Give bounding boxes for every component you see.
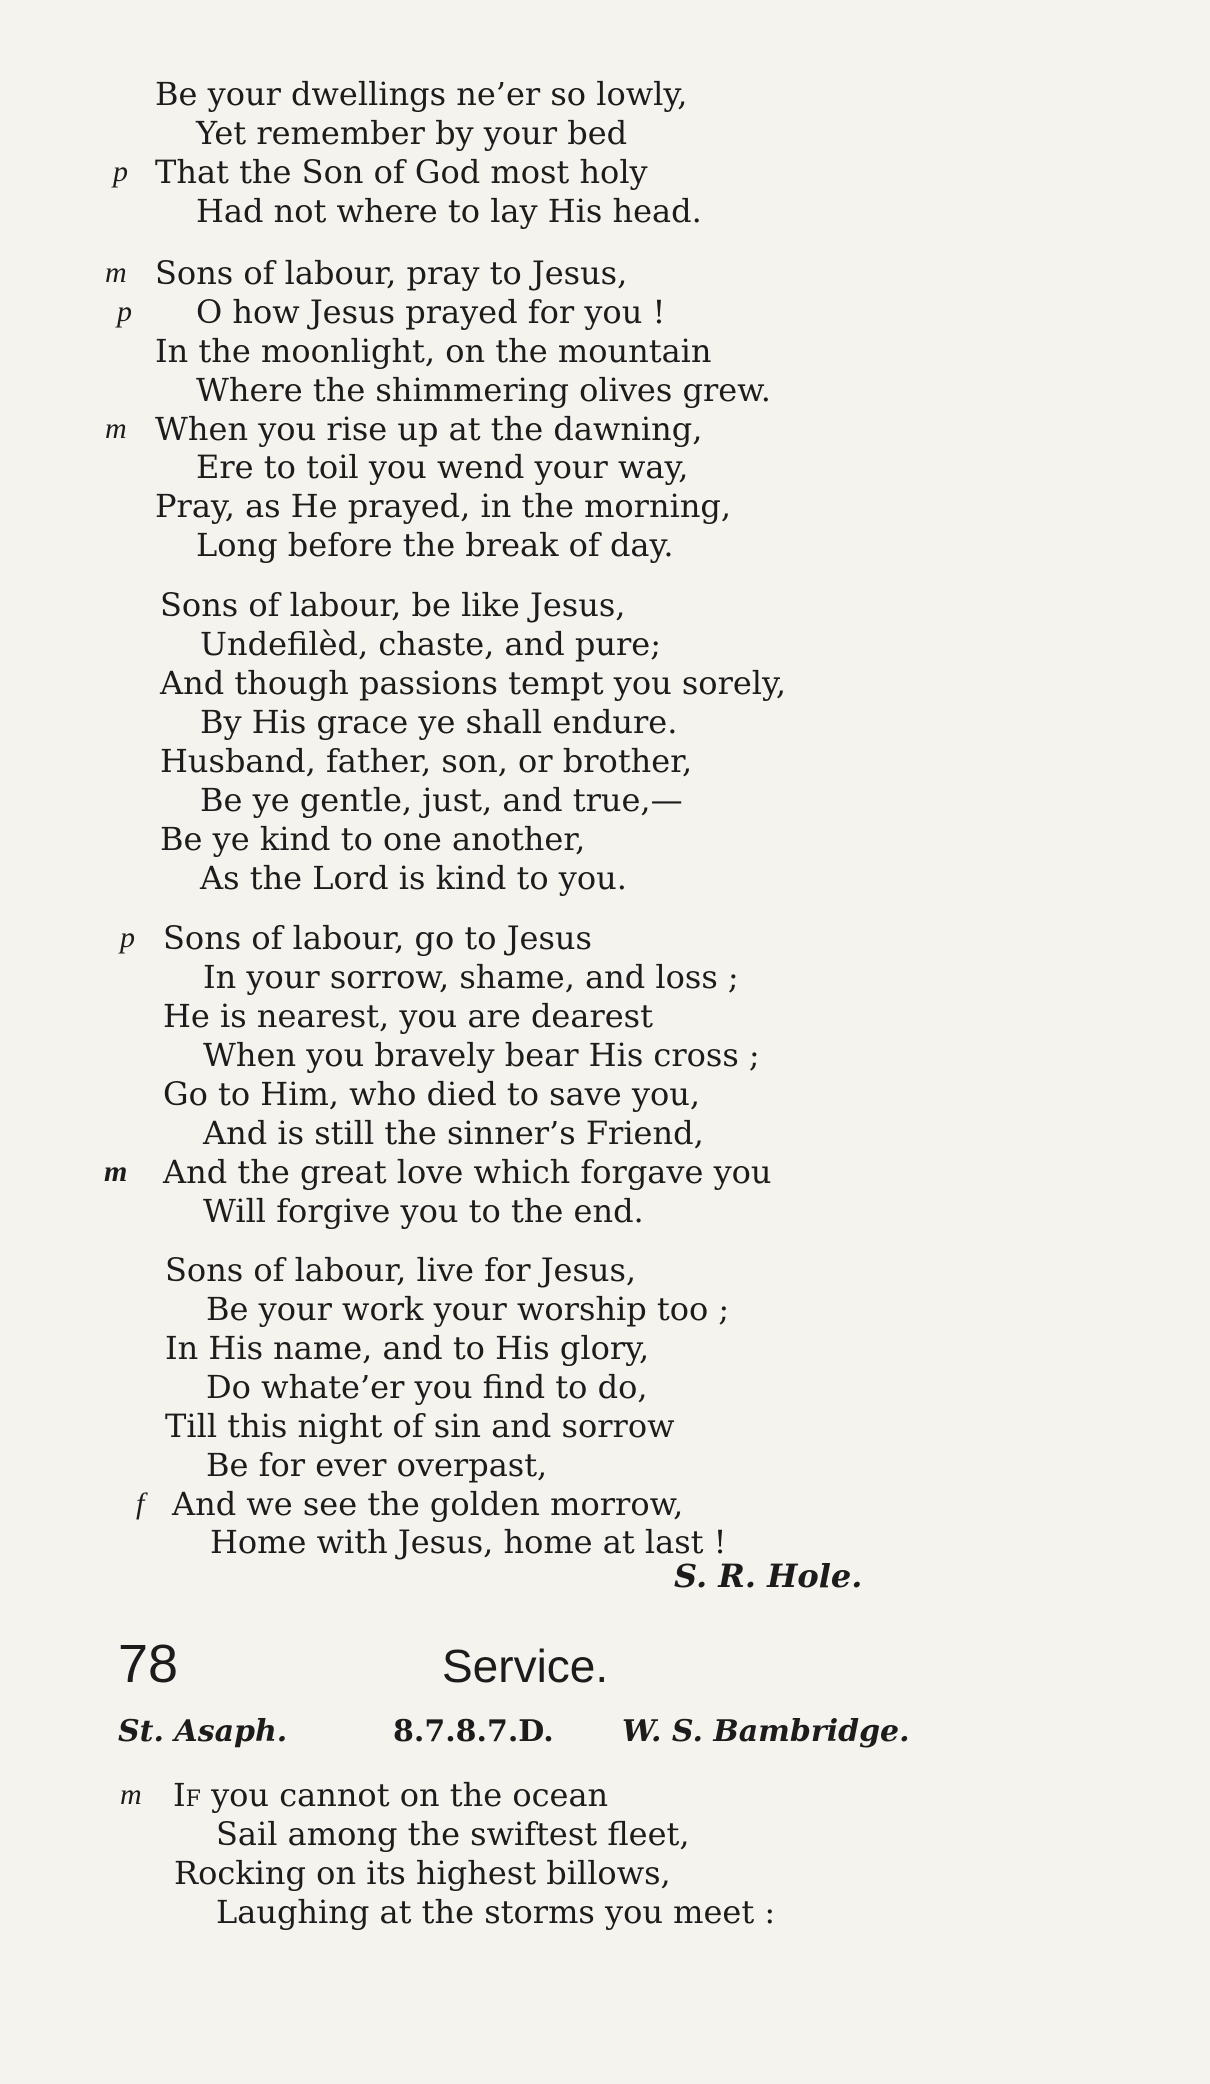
verse-line: Be ye kind to one another,: [160, 820, 586, 858]
verse-line: O how Jesus prayed for you !: [196, 293, 666, 331]
verse-line: Pray, as He prayed, in the morning,: [155, 487, 732, 525]
verse-line: In His name, and to His glory,: [165, 1329, 650, 1367]
dynamic-marking: p: [120, 921, 135, 954]
verse-line: In the moonlight, on the mountain: [155, 332, 712, 370]
dynamic-marking: f: [136, 1487, 145, 1520]
verse-line: Yet remember by your bed: [196, 114, 628, 152]
verse-line: And is still the sinner’s Friend,: [203, 1114, 704, 1152]
dynamic-marking: p: [117, 295, 132, 328]
verse-line: Be your dwellings ne’er so lowly,: [155, 75, 688, 113]
verse-line: Be for ever overpast,: [206, 1446, 548, 1484]
verse-line: Do whate’er you find to do,: [206, 1368, 648, 1406]
verse-line: By His grace ye shall endure.: [200, 703, 678, 741]
dynamic-marking: m: [120, 1778, 142, 1811]
verse-line: That the Son of God most holy: [155, 153, 648, 191]
initial-word: If: [173, 1776, 201, 1814]
hymn-attribution: S. R. Hole.: [674, 1557, 863, 1595]
verse-line: Ere to toil you wend your way,: [196, 448, 689, 486]
verse-line: Sons of labour, live for Jesus,: [165, 1251, 637, 1289]
dynamic-marking: p: [113, 155, 128, 188]
verse-line: Go to Him, who died to save you,: [163, 1075, 700, 1113]
hymn-number: 78: [118, 1634, 179, 1694]
dynamic-marking: m: [105, 412, 127, 445]
verse-line-text: you cannot on the ocean: [211, 1776, 609, 1814]
tune-name: St. Asaph.: [118, 1714, 288, 1749]
dynamic-marking: m: [104, 1155, 128, 1188]
verse-line: Till this night of sin and sorrow: [165, 1407, 675, 1445]
verse-line: Will forgive you to the end.: [203, 1192, 644, 1230]
verse-line: Had not where to lay His head.: [196, 192, 702, 230]
verse-line: Husband, father, son, or brother,: [160, 742, 693, 780]
composer: W. S. Bambridge.: [622, 1714, 910, 1749]
verse-line: And though passions tempt you sorely,: [160, 664, 787, 702]
verse-line: And we see the golden morrow,: [172, 1485, 684, 1523]
verse-line: When you rise up at the dawning,: [155, 410, 703, 448]
verse-line: Be your work your worship too ;: [206, 1290, 730, 1328]
verse-line: Laughing at the storms you meet :: [216, 1893, 776, 1931]
hymn-title: Service.: [442, 1640, 609, 1692]
verse-line: Long before the break of day.: [196, 526, 674, 564]
verse-line: He is nearest, you are dearest: [163, 997, 653, 1035]
dynamic-marking: m: [105, 256, 127, 289]
verse-line: Where the shimmering olives grew.: [196, 371, 771, 409]
verse-line: Sail among the swiftest fleet,: [216, 1815, 690, 1853]
verse-line: [173, 1775, 608, 1815]
verse-line: Rocking on its highest billows,: [174, 1854, 671, 1892]
verse-line: And the great love which forgave you: [163, 1153, 772, 1191]
verse-line: In your sorrow, shame, and loss ;: [203, 958, 739, 996]
verse-line: As the Lord is kind to you.: [200, 859, 627, 897]
verse-line: Undefilèd, chaste, and pure;: [200, 625, 661, 663]
verse-line: Sons of labour, pray to Jesus,: [155, 254, 628, 292]
verse-line: When you bravely bear His cross ;: [203, 1036, 760, 1074]
verse-line: Sons of labour, be like Jesus,: [160, 586, 626, 624]
verse-line: Be ye gentle, just, and true,—: [200, 781, 683, 819]
metre: 8.7.8.7.D.: [393, 1714, 554, 1749]
verse-line: Home with Jesus, home at last !: [210, 1523, 727, 1561]
verse-line: Sons of labour, go to Jesus: [163, 919, 592, 957]
